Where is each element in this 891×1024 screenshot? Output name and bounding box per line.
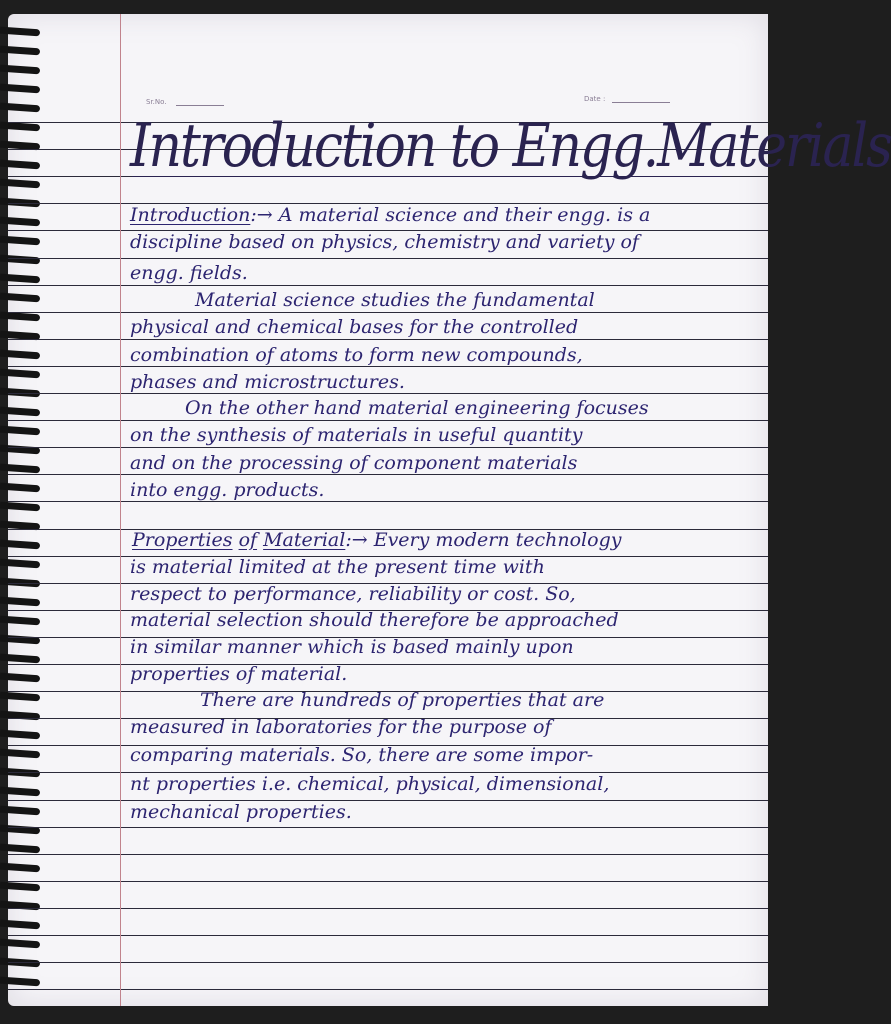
spiral-ring [0,939,40,949]
section2-line-1: is material limited at the present time with [130,556,545,578]
ruled-line [8,800,768,801]
spiral-ring [0,65,40,75]
spiral-ring [0,27,40,37]
spiral-ring [0,179,40,189]
section2-line-5: properties of material. [130,663,348,685]
spiral-ring [0,84,40,94]
sr-no-label: Sr.No. [146,98,167,106]
spiral-ring [0,255,40,265]
section1-line-8: on the synthesis of materials in useful quantity [130,424,583,446]
spiral-ring [0,407,40,417]
section2-first-line [132,526,621,554]
section1-line-7: On the other hand material engineering focuses [185,397,649,419]
spiral-ring [0,369,40,379]
spiral-ring [0,863,40,873]
section2-line-6: There are hundreds of properties that are [200,689,605,711]
section2-heading-part1: Properties [132,529,233,551]
spiral-ring [0,540,40,550]
spiral-ring [0,787,40,797]
spiral-ring [0,844,40,854]
spiral-ring [0,464,40,474]
spiral-ring [0,920,40,930]
section2-line-10: mechanical properties. [130,801,352,823]
section1-line-2: engg. fields. [130,262,248,284]
section2-line-8: comparing materials. So, there are some impor- [130,744,594,766]
margin-line [120,14,121,1006]
spiral-ring [0,122,40,132]
spiral-ring [0,692,40,702]
section2-line-4: in similar manner which is based mainly upon [130,636,574,658]
section2-line-3: material selection should therefore be approached [130,609,619,631]
spiral-ring [0,616,40,626]
spiral-ring [0,559,40,569]
ruled-line [8,962,768,963]
section2-arrow: :→ [345,529,368,551]
section2-heading-of: of [238,529,258,551]
section1-first-line [130,201,650,229]
spiral-ring [0,502,40,512]
spiral-ring [0,977,40,987]
spiral-ring [0,806,40,816]
date-label: Date : [584,95,606,103]
ruled-line [8,258,768,259]
spiral-ring [0,236,40,246]
date-blank [612,102,670,103]
title-underline [132,176,722,177]
section1-line-6: phases and microstructures. [130,371,405,393]
section1-line-0: A material science and their engg. is a [278,204,651,226]
spiral-ring [0,46,40,56]
section1-line-10: into engg. products. [130,479,325,501]
ruled-line [8,854,768,855]
section1-arrow: :→ [250,204,273,226]
section1-heading: Introduction [130,204,251,226]
section2-line-0: Every modern technology [373,529,622,551]
spiral-ring [0,103,40,113]
section1-line-4: physical and chemical bases for the controlled [130,316,579,338]
spiral-ring [0,483,40,493]
section1-line-3: Material science studies the fundamental [195,289,595,311]
spiral-ring [0,274,40,284]
ruled-line [8,501,768,502]
spiral-ring [0,293,40,303]
section2-heading-part2: Material [263,529,346,551]
spiral-ring [0,730,40,740]
section2-line-7: measured in laboratories for the purpose of [130,716,552,738]
spiral-ring [0,426,40,436]
ruled-line [8,989,768,990]
ruled-line [8,664,768,665]
section1-line-9: and on the processing of component materials [130,452,578,474]
spiral-ring [0,312,40,322]
spiral-ring [0,654,40,664]
section1-line-5: combination of atoms to form new compounds, [130,344,583,366]
spiral-ring [0,749,40,759]
spiral-ring [0,217,40,227]
section2-line-9: nt properties i.e. chemical, physical, dimensional, [130,773,610,795]
section2-line-2: respect to performance, reliability or cost. So, [130,583,576,605]
page-title: Introduction to Engg.Materials [130,111,891,181]
ruled-line [8,827,768,828]
spiral-ring [0,882,40,892]
spiral-ring [0,350,40,360]
ruled-line [8,908,768,909]
spiral-ring [0,597,40,607]
ruled-line [8,881,768,882]
spiral-ring [0,160,40,170]
spiral-ring [0,673,40,683]
section1-line-1: discipline based on physics, chemistry and variety of [130,231,639,253]
ruled-line [8,935,768,936]
